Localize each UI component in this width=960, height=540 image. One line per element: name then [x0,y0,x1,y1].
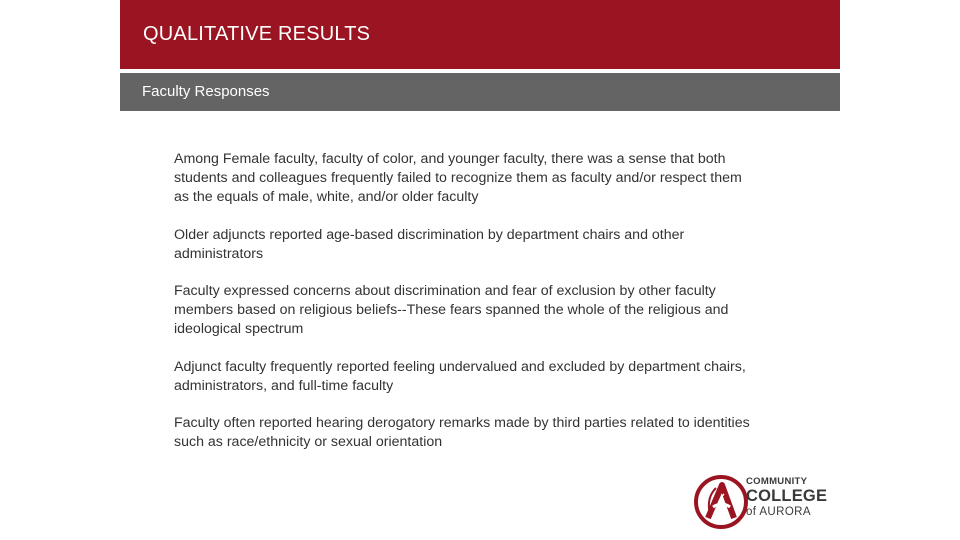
paragraph-3: Faculty expressed concerns about discrimination and fear of exclusion by other faculty members based on religious beliefs--These fears spanned the whole of the religious and ideological spectrum [174,283,729,338]
content-body [174,150,754,470]
title-bar [120,0,840,69]
logo-line-community: COMMUNITY [746,476,808,487]
paragraph-5: Faculty often reported hearing derogatory remarks made by third parties related to identities such as race/ethnicity or sexual orientation [174,415,750,451]
logo-line-college: COLLEGE [746,487,828,505]
paragraph-1: Among Female faculty, faculty of color, and younger faculty, there was a sense that both students and colleagues frequently failed to recognize them as faculty and/or respect them as the equals of male, white, and/or older faculty [174,151,742,206]
subtitle-bar [120,73,840,111]
paragraph-4: Adjunct faculty frequently reported feeling undervalued and excluded by department chairs, administrators, and full-time faculty [174,358,746,394]
logo-wordmark [746,476,836,519]
paragraph-2: Older adjuncts reported age-based discrimination by department chairs and other administrators [174,226,685,262]
slide-title: QUALITATIVE RESULTS [143,23,371,45]
logo-line-aurora: of AURORA [746,506,811,518]
college-logo [694,474,834,530]
ccaurora-logo-icon [694,474,750,530]
slide-subtitle: Faculty Responses [142,83,270,100]
